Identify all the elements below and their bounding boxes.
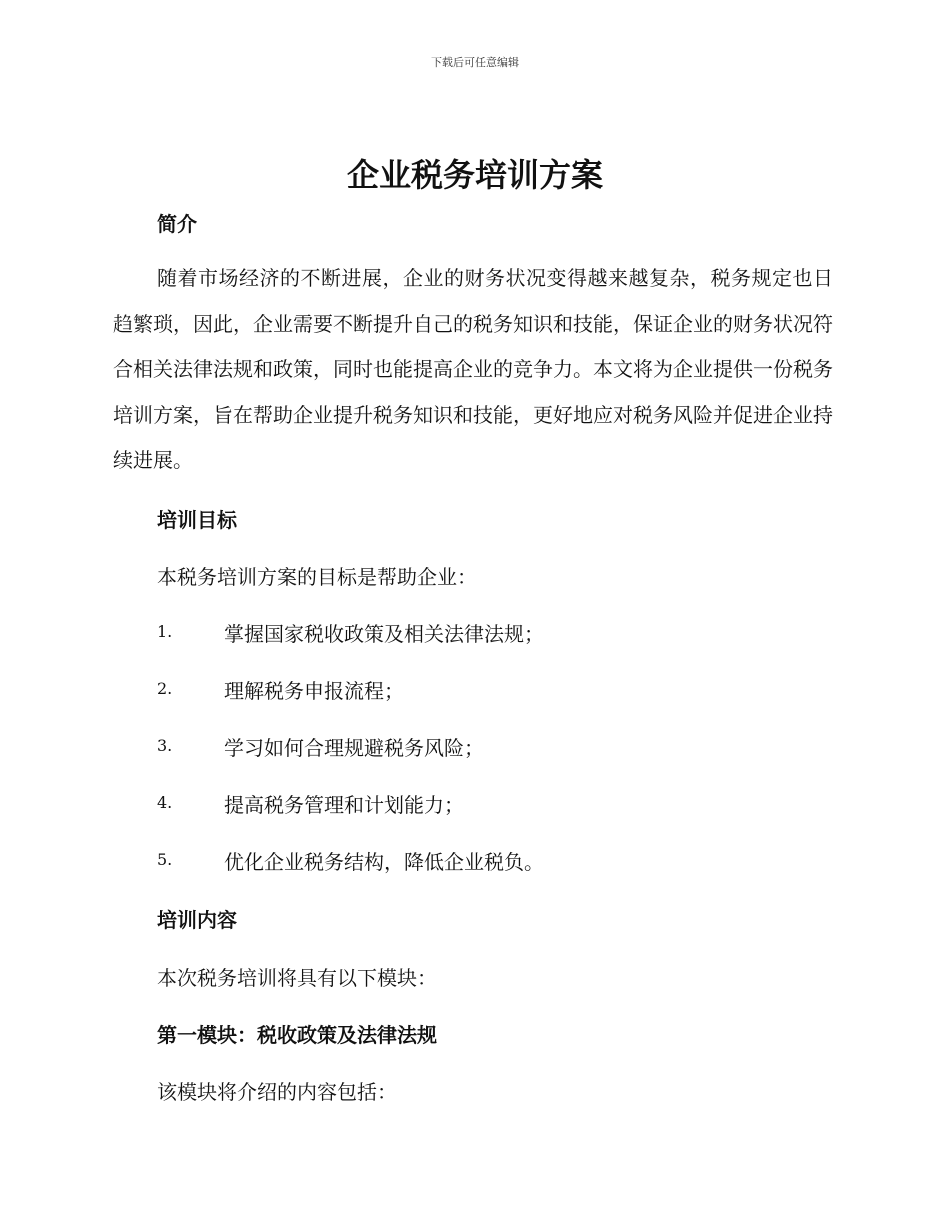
list-item-text: 学习如何合理规避税务风险； bbox=[224, 736, 484, 760]
goal-intro: 本税务培训方案的目标是帮助企业： bbox=[157, 565, 477, 589]
list-item-number: 5. bbox=[157, 850, 173, 869]
document-title: 企业税务培训方案 bbox=[346, 156, 603, 194]
intro-paragraph: 随着市场经济的不断进展，企业的财务状况变得越来越复杂，税务规定也日趋繁琐，因此，企业需要不断提升自己的税务知识和技能，保证企业的财务状况符合相关法律法规和政策，同时也能提高企业的竞争力。本文将为企业提供一份税务培训方案，旨在帮助企业提升税务知识和技能，更好地应对税务风险并促进企业持续进展。 bbox=[113, 266, 833, 472]
goal-heading: 培训目标 bbox=[157, 508, 237, 532]
module1-heading: 第一模块：税收政策及法律法规 bbox=[157, 1023, 437, 1047]
list-item-text: 理解税务申报流程； bbox=[224, 679, 404, 703]
header-note: 下载后可任意编辑 bbox=[431, 56, 519, 69]
list-item-number: 4. bbox=[157, 793, 173, 812]
module1-intro: 该模块将介绍的内容包括： bbox=[157, 1080, 397, 1104]
list-item-text: 掌握国家税收政策及相关法律法规； bbox=[224, 622, 544, 646]
intro-heading: 简介 bbox=[157, 212, 197, 236]
list-item-text: 提高税务管理和计划能力； bbox=[224, 793, 464, 817]
list-item-number: 2. bbox=[157, 679, 173, 698]
content-heading: 培训内容 bbox=[157, 908, 237, 932]
list-item-number: 1. bbox=[157, 622, 173, 641]
list-item-number: 3. bbox=[157, 736, 173, 755]
content-intro: 本次税务培训将具有以下模块： bbox=[157, 966, 437, 990]
list-item-text: 优化企业税务结构，降低企业税负。 bbox=[224, 850, 544, 874]
